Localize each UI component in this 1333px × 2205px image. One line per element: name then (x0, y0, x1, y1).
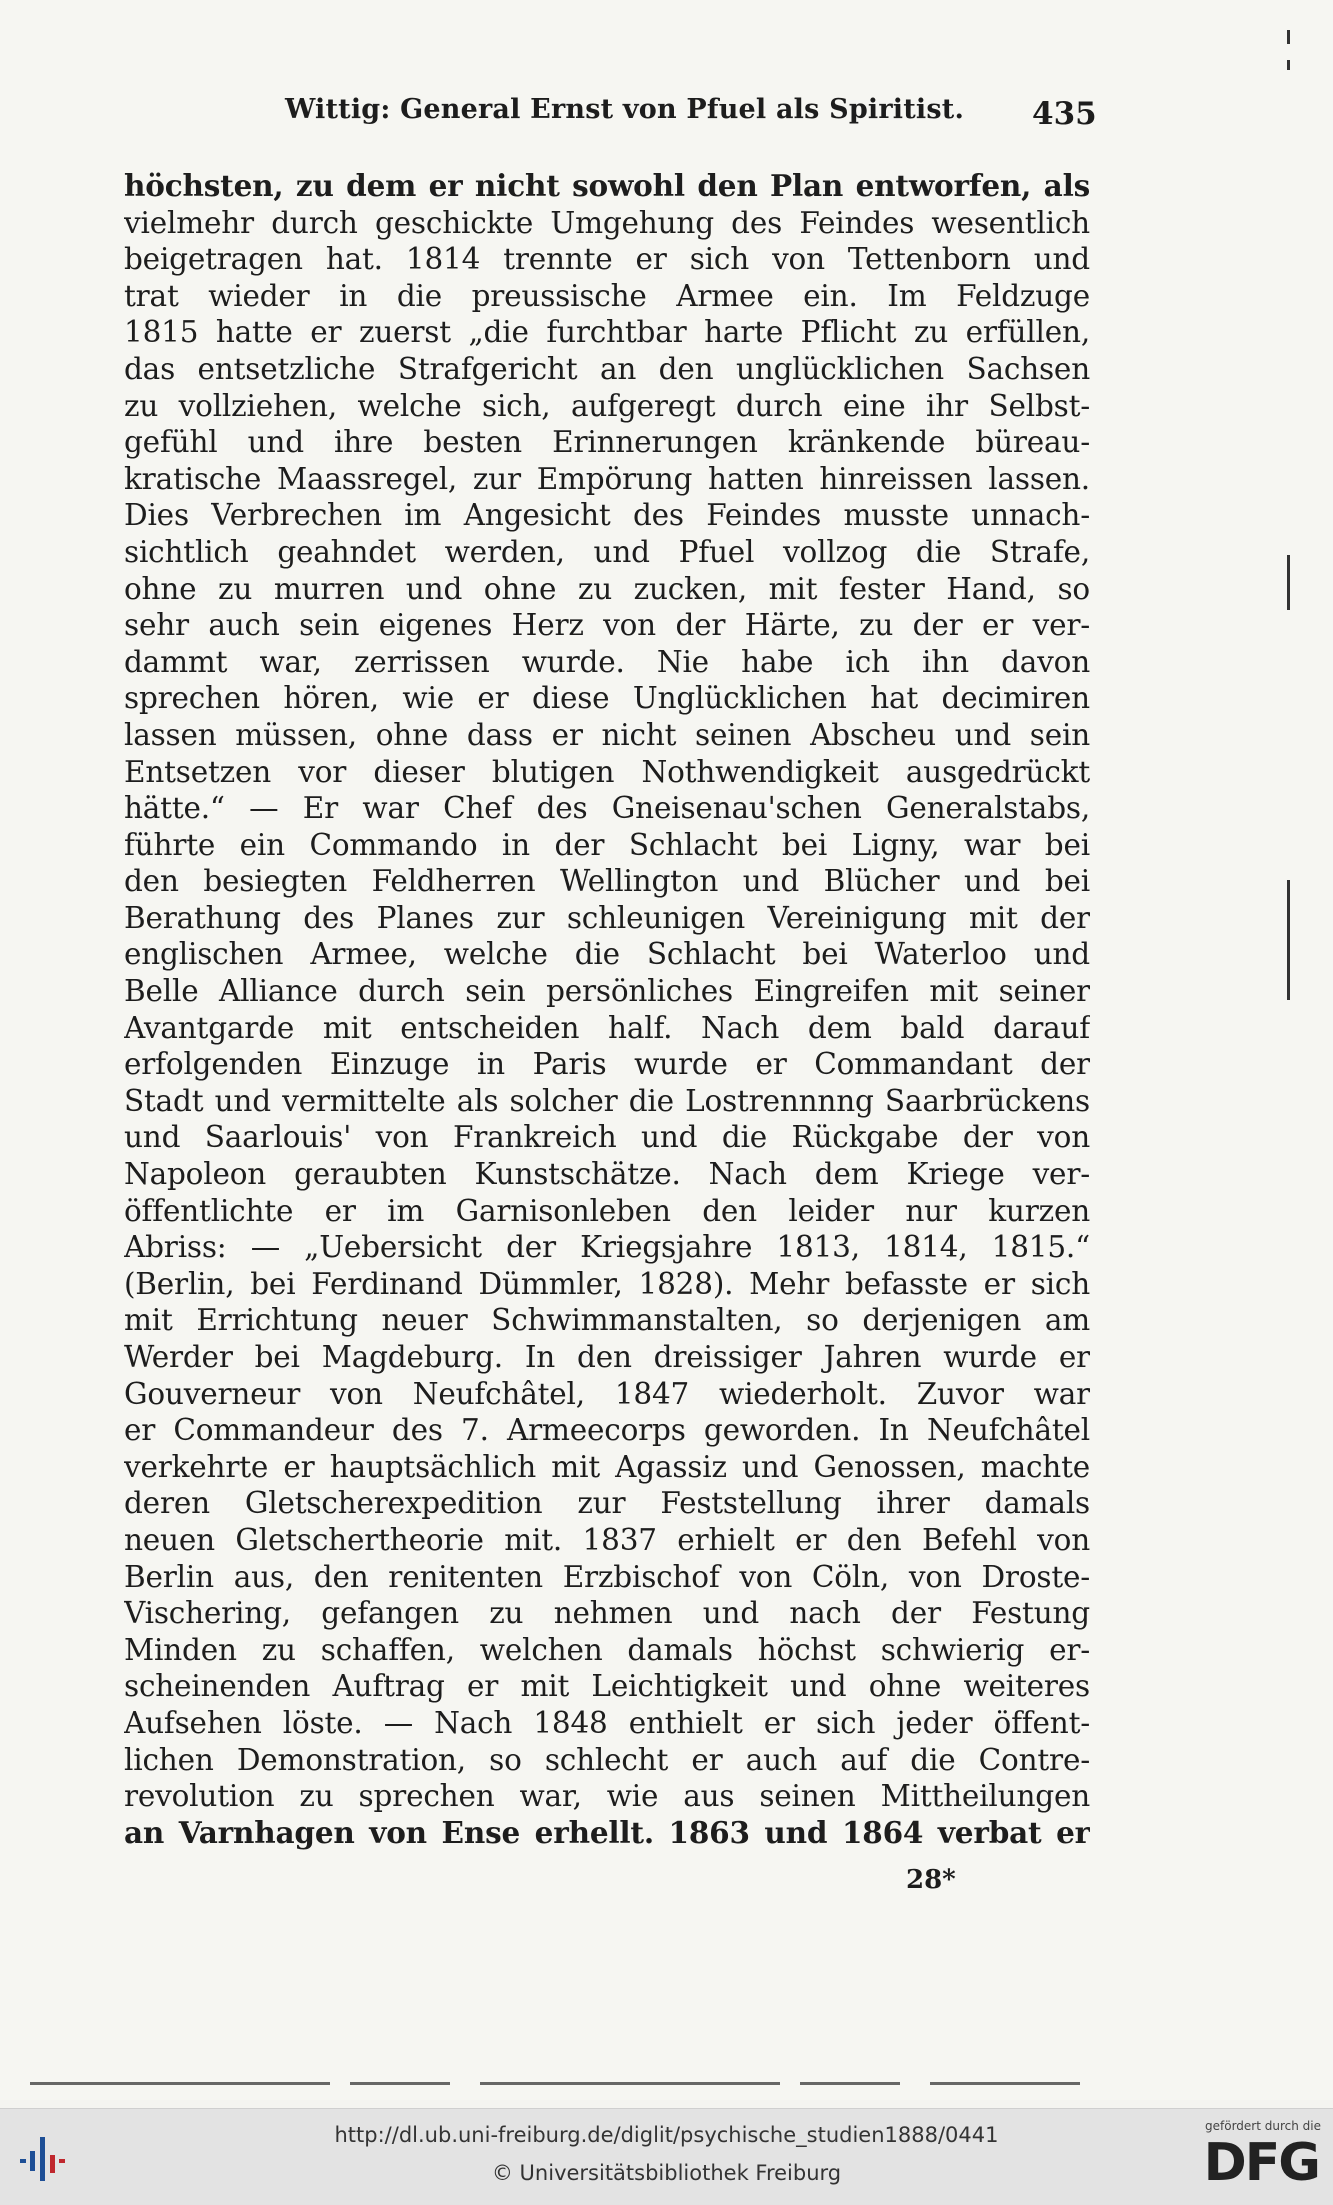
body-line: deren Gletscherexpedition zur Feststellung ihrer damals (124, 1486, 1090, 1521)
signature-mark: 28* (906, 1865, 956, 1895)
body-line: verkehrte er hauptsächlich mit Agassiz und Genossen, machte (124, 1449, 1090, 1484)
body-line: sprechen hören, wie er diese Unglücklichen hat decimiren (124, 681, 1090, 716)
body-line: sichtlich geahndet werden, und Pfuel vollzog die Strafe, (124, 534, 1090, 569)
body-line: zu vollziehen, welche sich, aufgeregt durch eine ihr Selbst- (124, 388, 1090, 423)
running-head: Wittig: General Ernst von Pfuel als Spiritist. (285, 94, 965, 125)
body-line: ohne zu murren und ohne zu zucken, mit fester Hand, so (124, 571, 1090, 606)
body-line: vielmehr durch geschickte Umgehung des Feindes wesentlich (124, 205, 1090, 240)
body-line: Belle Alliance durch sein persönliches Eingreifen mit seiner (124, 974, 1090, 1009)
body-line: gefühl und ihre besten Erinnerungen kränkende büreau- (124, 425, 1090, 460)
scan-edge-rule (30, 2082, 1080, 2085)
body-line: englischen Armee, welche die Schlacht bei Waterloo und (124, 937, 1090, 972)
body-line: an Varnhagen von Ense erhellt. 1863 und 1864 verbat er (124, 1814, 1090, 1850)
viewer-footer (0, 2108, 1333, 2205)
body-line: Abriss: — „Uebersicht der Kriegsjahre 1813, 1814, 1815.“ (124, 1230, 1090, 1265)
margin-mark (1287, 60, 1290, 70)
margin-mark (1287, 30, 1290, 44)
body-line: trat wieder in die preussische Armee ein. Im Feldzuge (124, 278, 1090, 313)
margin-mark (1287, 555, 1290, 610)
body-line: dammt war, zerrissen wurde. Nie habe ich ihn davon (124, 644, 1090, 679)
body-line: Dies Verbrechen im Angesicht des Feindes musste unnach- (124, 498, 1090, 533)
body-line: Aufsehen löste. — Nach 1848 enthielt er sich jeder öffent- (124, 1705, 1090, 1740)
body-line: (Berlin, bei Ferdinand Dümmler, 1828). Mehr befasste er sich (124, 1266, 1090, 1301)
body-line: Gouverneur von Neufchâtel, 1847 wiederholt. Zuvor war (124, 1376, 1090, 1411)
body-line: Vischering, gefangen zu nehmen und nach der Festung (124, 1596, 1090, 1631)
page-number: 435 (1032, 96, 1097, 132)
body-line: führte ein Commando in der Schlacht bei Ligny, war bei (124, 827, 1090, 862)
body-line: erfolgenden Einzuge in Paris wurde er Commandant der (124, 1047, 1090, 1082)
body-line: höchsten, zu dem er nicht sowohl den Plan entworfen, als (124, 168, 1090, 203)
margin-mark (1287, 880, 1290, 1000)
body-line: den besiegten Feldherren Wellington und Blücher und bei (124, 864, 1090, 899)
body-line: Entsetzen vor dieser blutigen Nothwendigkeit ausgedrückt (124, 754, 1090, 789)
dfg-caption: gefördert durch die (1205, 2119, 1321, 2133)
body-line: er Commandeur des 7. Armeecorps geworden. In Neufchâtel (124, 1413, 1090, 1448)
body-line: kratische Maassregel, zur Empörung hatten hinreissen lassen. (124, 461, 1090, 496)
body-line: Napoleon geraubten Kunstschätze. Nach dem Kriege ver- (124, 1157, 1090, 1192)
body-line: Stadt und vermittelte als solcher die Lostrennnng Saarbrückens (124, 1083, 1090, 1118)
source-url[interactable]: http://dl.ub.uni-freiburg.de/diglit/psychische_studien1888/0441 (334, 2123, 999, 2147)
body-line: und Saarlouis' von Frankreich und die Rückgabe der von (124, 1120, 1090, 1155)
body-line: Avantgarde mit entscheiden half. Nach dem bald darauf (124, 1010, 1090, 1045)
body-line: beigetragen hat. 1814 trennte er sich von Tettenborn und (124, 242, 1090, 277)
dfg-logo: DFG (1203, 2133, 1319, 2193)
body-line: revolution zu sprechen war, wie aus seinen Mittheilungen (124, 1779, 1090, 1814)
body-line: sehr auch sein eigenes Herz von der Härte, zu der er ver- (124, 608, 1090, 643)
body-line: Minden zu schaffen, welchen damals höchst schwierig er- (124, 1632, 1090, 1667)
body-line: neuen Gletschertheorie mit. 1837 erhielt er den Befehl von (124, 1522, 1090, 1557)
body-line: lichen Demonstration, so schlecht er auch auf die Contre- (124, 1742, 1090, 1777)
body-line: 1815 hatte er zuerst „die furchtbar harte Pflicht zu erfüllen, (124, 315, 1090, 350)
body-line: scheinenden Auftrag er mit Leichtigkeit und ohne weiteres (124, 1669, 1090, 1704)
body-line: Werder bei Magdeburg. In den dreissiger Jahren wurde er (124, 1340, 1090, 1374)
body-line: lassen müssen, ohne dass er nicht seinen Abscheu und sein (124, 717, 1090, 752)
body-line: Berathung des Planes zur schleunigen Vereinigung mit der (124, 900, 1090, 935)
body-line: das entsetzliche Strafgericht an den unglücklichen Sachsen (124, 351, 1090, 386)
body-line: hätte.“ — Er war Chef des Gneisenau'schen Generalstabs, (124, 791, 1090, 826)
body-text (124, 168, 1090, 1851)
copyright-notice: © Universitätsbibliothek Freiburg (491, 2161, 842, 2185)
body-line: Berlin aus, den renitenten Erzbischof von Cöln, von Droste- (124, 1559, 1090, 1594)
body-line: mit Errichtung neuer Schwimmanstalten, so derjenigen am (124, 1303, 1090, 1338)
body-line: öffentlichte er im Garnisonleben den leider nur kurzen (124, 1193, 1090, 1228)
